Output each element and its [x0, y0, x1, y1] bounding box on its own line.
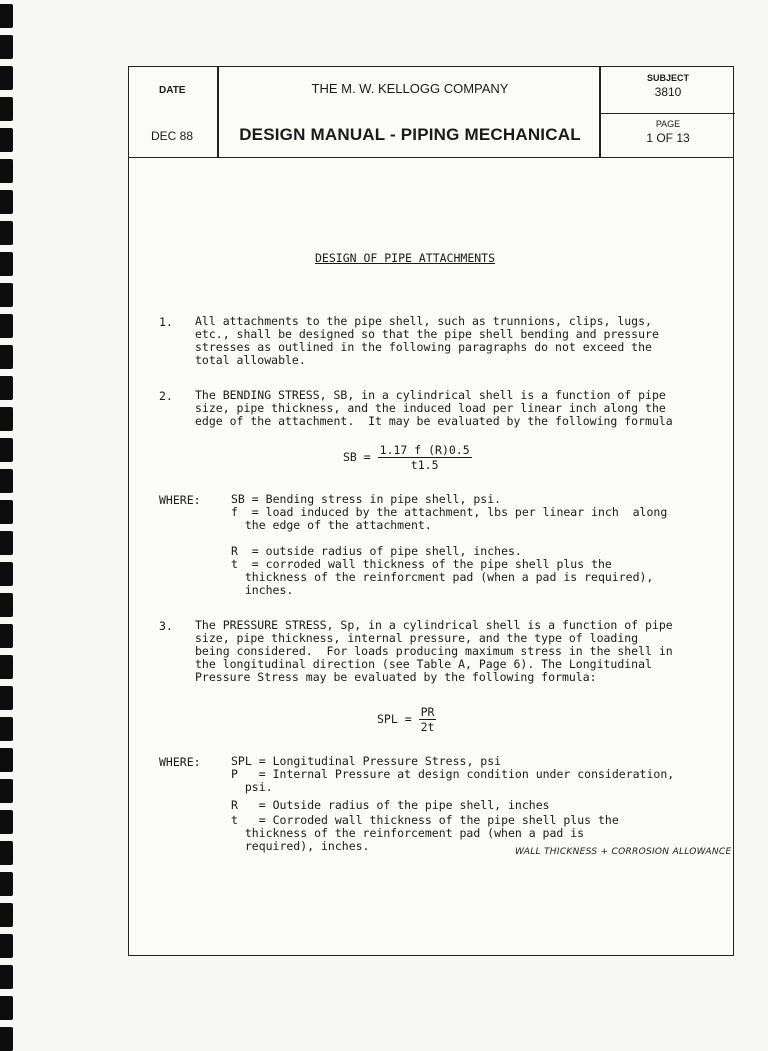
header-divider	[599, 113, 735, 114]
binding-hole	[0, 221, 13, 245]
formula-lhs: SB =	[343, 450, 371, 464]
binding-hole	[0, 903, 13, 927]
bending-stress-formula	[343, 443, 472, 472]
binding-hole	[0, 872, 13, 896]
formula-fraction	[419, 705, 437, 734]
page-label: PAGE	[655, 119, 681, 129]
subject-label: SUBJECT	[646, 73, 689, 83]
definition-symbol: SPL	[231, 754, 252, 768]
binding-hole	[0, 345, 13, 369]
paragraph-number: 3.	[159, 619, 173, 633]
company-name: THE M. W. KELLOGG COMPANY	[311, 81, 509, 96]
definition-text: Longitudinal Pressure Stress, psi	[272, 754, 502, 768]
definition-equals: =	[251, 492, 259, 506]
definition-equals: =	[258, 813, 266, 827]
definition-text: outside radius of pipe shell, inches.	[265, 544, 522, 558]
date-value: DEC 88	[151, 129, 194, 143]
handwritten-note	[515, 844, 732, 859]
definition-text: Corroded wall thickness of the pipe shell plus the thickness of the reinforcement pad (when a pad is required), inches.	[244, 813, 619, 853]
formula-denominator: t1.5	[410, 458, 439, 472]
binding-hole	[0, 190, 13, 214]
definition-text: Bending stress in pipe shell, psi.	[265, 492, 502, 506]
page-number: 1 OF 13	[646, 131, 690, 145]
binding-hole	[0, 1027, 13, 1051]
binding-hole	[0, 717, 13, 741]
definition-text: Outside radius of the pipe shell, inches	[272, 798, 550, 812]
binding-hole	[0, 810, 13, 834]
definition-symbol: t	[231, 557, 238, 571]
binding-hole	[0, 438, 13, 462]
definition-text: Internal Pressure at design condition under consideration, psi.	[244, 767, 675, 794]
binding-hole	[0, 35, 13, 59]
document-title: DESIGN OF PIPE ATTACHMENTS	[315, 251, 496, 265]
binding-hole	[0, 779, 13, 803]
binding-hole	[0, 655, 13, 679]
definition-symbol: SB	[231, 492, 245, 506]
binding-hole	[0, 965, 13, 989]
paragraph-3: The PRESSURE STRESS, Sp, in a cylindrical shell is a function of pipe size, pipe thickness, internal pressure, and the type of loading being considered. For loads producing maximum stress in the shell in the longitudinal direction (see Table A, Page 6). The Longitudinal Pressure Stress may be evaluated by the following formula:	[195, 618, 673, 684]
definition-equals: =	[258, 767, 266, 781]
definition-row	[231, 558, 653, 597]
binding-hole	[0, 469, 13, 493]
pressure-stress-formula	[377, 705, 436, 734]
definition-equals: =	[251, 544, 259, 558]
binding-hole	[0, 283, 13, 307]
binding-holes	[0, 0, 14, 1024]
binding-hole	[0, 314, 13, 338]
binding-hole	[0, 252, 13, 276]
binding-hole	[0, 531, 13, 555]
definition-equals: =	[251, 557, 259, 571]
page-header	[129, 67, 733, 158]
binding-hole	[0, 686, 13, 710]
definition-symbol: R	[231, 544, 238, 558]
definition-equals: =	[251, 505, 259, 519]
paragraph-2: The BENDING STRESS, SB, in a cylindrical shell is a function of pipe size, pipe thickness, and the induced load per linear inch along the edge of the attachment. It may be evaluated by the following formula	[195, 388, 673, 428]
binding-hole	[0, 593, 13, 617]
formula-numerator: 1.17 f (R)0.5	[379, 443, 470, 457]
definition-equals: =	[258, 754, 266, 768]
definition-row	[231, 768, 674, 794]
formula-denominator: 2t	[420, 720, 435, 734]
formula-numerator: PR	[420, 705, 435, 719]
binding-hole	[0, 500, 13, 524]
where-label: WHERE:	[159, 493, 201, 507]
binding-hole	[0, 159, 13, 183]
definition-row	[231, 506, 667, 532]
definition-symbol: f	[231, 505, 238, 519]
binding-hole	[0, 376, 13, 400]
binding-hole	[0, 748, 13, 772]
binding-hole	[0, 407, 13, 431]
binding-hole	[0, 66, 13, 90]
date-label: DATE	[159, 85, 186, 96]
binding-hole	[0, 996, 13, 1020]
manual-page	[128, 66, 734, 956]
formula-fraction	[378, 443, 472, 472]
paragraph-1: All attachments to the pipe shell, such as trunnions, clips, lugs, etc., shall be designed so that the pipe shell bending and pressure stresses as outlined in the following paragraphs do not exceed the total allowable.	[195, 314, 659, 367]
where-label: WHERE:	[159, 755, 201, 769]
definition-row	[231, 799, 550, 812]
paragraph-number: 2.	[159, 389, 173, 403]
definition-text: load induced by the attachment, lbs per linear inch along the edge of the attachment.	[244, 505, 668, 532]
subject-value: 3810	[654, 85, 682, 99]
formula-lhs: SPL =	[377, 712, 412, 726]
definition-symbol: P	[231, 767, 238, 781]
binding-hole	[0, 128, 13, 152]
binding-hole	[0, 934, 13, 958]
paragraph-number: 1.	[159, 315, 173, 329]
definition-symbol: R	[231, 798, 238, 812]
definition-symbol: t	[231, 813, 238, 827]
definition-equals: =	[258, 798, 266, 812]
manual-title: DESIGN MANUAL - PIPING MECHANICAL	[239, 125, 581, 144]
binding-hole	[0, 841, 13, 865]
handwritten-note-text: WALL THICKNESS + CORROSION ALLOWANCE	[515, 847, 732, 857]
definition-text: corroded wall thickness of the pipe shell plus the thickness of the reinforcment pad (when a pad is required), inches.	[244, 557, 654, 597]
binding-hole	[0, 4, 13, 28]
binding-hole	[0, 624, 13, 648]
binding-hole	[0, 562, 13, 586]
binding-hole	[0, 97, 13, 121]
